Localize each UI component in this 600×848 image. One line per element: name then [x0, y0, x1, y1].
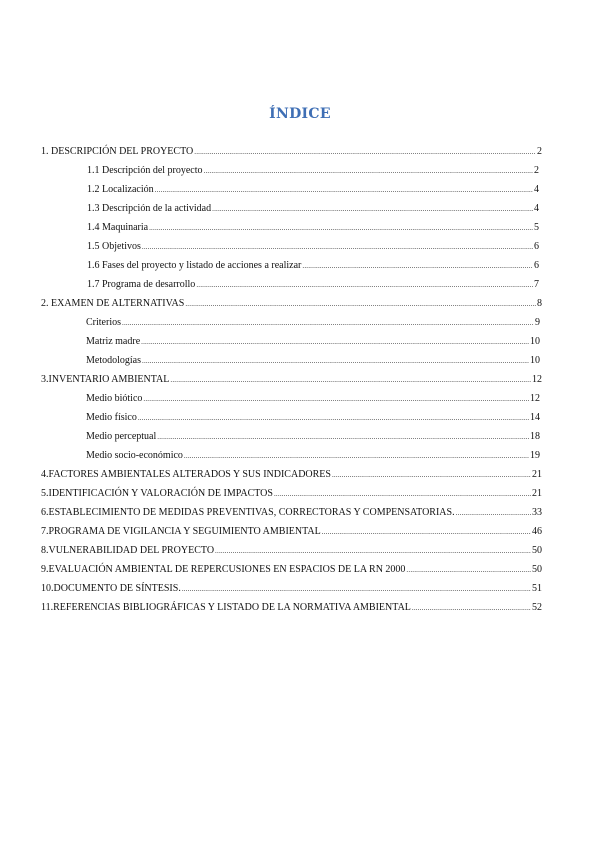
toc-entry-programa-desarrollo[interactable]: [87, 278, 539, 291]
toc-entry-label: 1.2 Localización: [87, 184, 154, 195]
toc-page-number: 12: [530, 393, 540, 404]
page-title: ÍNDICE: [269, 106, 331, 122]
toc-page-number: 10: [530, 336, 540, 347]
toc-entry-label: 1.1 Descripción del proyecto: [87, 165, 203, 176]
toc-entry-referencias-bibliograficas[interactable]: [41, 601, 542, 614]
toc-entry-medidas-preventivas[interactable]: [41, 506, 542, 519]
toc-entry-label: 3.INVENTARIO AMBIENTAL: [41, 374, 170, 385]
toc-entry-fases-proyecto[interactable]: [87, 259, 539, 272]
toc-entry-label: Matriz madre: [86, 336, 141, 347]
toc-entry-label: Criterios: [86, 317, 121, 328]
toc-entry-evaluacion-rn2000[interactable]: [41, 563, 542, 576]
toc-entry-label: 7.PROGRAMA DE VIGILANCIA Y SEGUIMIENTO AMBIENTAL: [41, 526, 321, 537]
toc-entry-label: 8.VULNERABILIDAD DEL PROYECTO: [41, 545, 215, 556]
toc-leader-dots: [182, 583, 531, 596]
toc-entry-maquinaria[interactable]: [87, 221, 539, 234]
toc-page-number: 14: [530, 412, 540, 423]
toc-page-number: 52: [532, 602, 542, 613]
toc-page-number: 46: [532, 526, 542, 537]
toc-entry-localizacion[interactable]: [87, 183, 539, 196]
toc-entry-identificacion-impactos[interactable]: [41, 487, 542, 500]
toc-page-number: 8: [537, 298, 542, 309]
toc-leader-dots: [302, 260, 533, 273]
toc-page-number: 5: [534, 222, 539, 233]
toc-entry-label: 11.REFERENCIAS BIBLIOGRÁFICAS Y LISTADO DE LA NORMATIVA AMBIENTAL: [41, 602, 411, 613]
toc-entry-label: 1.7 Programa de desarrollo: [87, 279, 196, 290]
toc-entry-medio-fisico[interactable]: [86, 411, 540, 424]
toc-page-number: 50: [532, 564, 542, 575]
toc-leader-dots: [274, 488, 531, 501]
toc-page-number: 7: [534, 279, 539, 290]
toc-entry-metodologias[interactable]: [86, 354, 540, 367]
toc-page-number: 21: [532, 469, 542, 480]
toc-leader-dots: [170, 374, 531, 387]
toc-entry-label: Medio biótico: [86, 393, 143, 404]
toc-entry-label: 1.3 Descripción de la actividad: [87, 203, 212, 214]
toc-entry-vulnerabilidad[interactable]: [41, 544, 542, 557]
toc-leader-dots: [138, 412, 529, 425]
toc-entry-descripcion-del-proyecto[interactable]: [87, 164, 539, 177]
toc-entry-label: Medio físico: [86, 412, 137, 423]
toc-entry-medio-biotico[interactable]: [86, 392, 540, 405]
toc-entry-label: Medio socio-económico: [86, 450, 183, 461]
toc-entry-label: 5.IDENTIFICACIÓN Y VALORACIÓN DE IMPACTOS: [41, 488, 273, 499]
toc-leader-dots: [194, 146, 536, 159]
toc-entry-label: 1.6 Fases del proyecto y listado de acciones a realizar: [87, 260, 302, 271]
toc-page-number: 10: [530, 355, 540, 366]
toc-leader-dots: [143, 393, 529, 406]
toc-leader-dots: [196, 279, 533, 292]
toc-entry-medio-perceptual[interactable]: [86, 430, 540, 443]
toc-entry-label: Medio perceptual: [86, 431, 157, 442]
toc-page-number: 6: [534, 260, 539, 271]
toc-page-number: 4: [534, 184, 539, 195]
toc-entry-factores-ambientales[interactable]: [41, 468, 542, 481]
toc-entry-label: 6.ESTABLECIMIENTO DE MEDIDAS PREVENTIVAS, CORRECTORAS Y COMPENSATORIAS.: [41, 507, 455, 518]
toc-entry-programa-vigilancia[interactable]: [41, 525, 542, 538]
toc-entry-documento-sintesis[interactable]: [41, 582, 542, 595]
toc-leader-dots: [155, 184, 533, 197]
toc-leader-dots: [157, 431, 529, 444]
toc-page-number: 19: [530, 450, 540, 461]
toc-entry-descripcion-actividad[interactable]: [87, 202, 539, 215]
toc-leader-dots: [184, 450, 529, 463]
toc-entry-label: 9.EVALUACIÓN AMBIENTAL DE REPERCUSIONES EN ESPACIOS DE LA RN 2000: [41, 564, 406, 575]
toc-page-number: 9: [535, 317, 540, 328]
toc-leader-dots: [406, 564, 531, 577]
toc-leader-dots: [142, 355, 529, 368]
toc-entry-matriz-madre[interactable]: [86, 335, 540, 348]
toc-page-number: 33: [532, 507, 542, 518]
toc-page-number: 4: [534, 203, 539, 214]
toc-leader-dots: [149, 222, 533, 235]
toc-leader-dots: [141, 336, 529, 349]
toc-leader-dots: [456, 507, 531, 520]
toc-page-number: 6: [534, 241, 539, 252]
toc-page-number: 2: [534, 165, 539, 176]
toc-entry-examen-alternativas[interactable]: [41, 297, 542, 310]
toc-entry-objetivos[interactable]: [87, 240, 539, 253]
toc-leader-dots: [322, 526, 531, 539]
toc-page-number: 51: [532, 583, 542, 594]
toc-entry-inventario-ambiental[interactable]: [41, 373, 542, 386]
toc-page-number: 50: [532, 545, 542, 556]
toc-page-number: 18: [530, 431, 540, 442]
toc-entry-label: 1.5 Objetivos: [87, 241, 141, 252]
toc-leader-dots: [185, 298, 536, 311]
toc-entry-label: 2. EXAMEN DE ALTERNATIVAS: [41, 298, 185, 309]
toc-entry-label: 1. DESCRIPCIÓN DEL PROYECTO: [41, 146, 194, 157]
toc-leader-dots: [142, 241, 533, 254]
toc-entry-criterios[interactable]: [86, 316, 540, 329]
toc-leader-dots: [215, 545, 531, 558]
toc-page-number: 21: [532, 488, 542, 499]
toc-leader-dots: [412, 602, 531, 615]
toc-entry-medio-socio-economico[interactable]: [86, 449, 540, 462]
toc-leader-dots: [332, 469, 531, 482]
toc-leader-dots: [122, 317, 534, 330]
toc-leader-dots: [212, 203, 533, 216]
toc-page-number: 2: [537, 146, 542, 157]
toc-entry-label: 4.FACTORES AMBIENTALES ALTERADOS Y SUS INDICADORES: [41, 469, 331, 480]
toc-page-number: 12: [532, 374, 542, 385]
toc-entry-label: 1.4 Maquinaria: [87, 222, 149, 233]
toc-entry-label: Metodologías: [86, 355, 141, 366]
toc-leader-dots: [204, 165, 533, 178]
toc-entry-label: 10.DOCUMENTO DE SÍNTESIS.: [41, 583, 181, 594]
toc-entry-descripcion-proyecto[interactable]: [41, 145, 542, 158]
